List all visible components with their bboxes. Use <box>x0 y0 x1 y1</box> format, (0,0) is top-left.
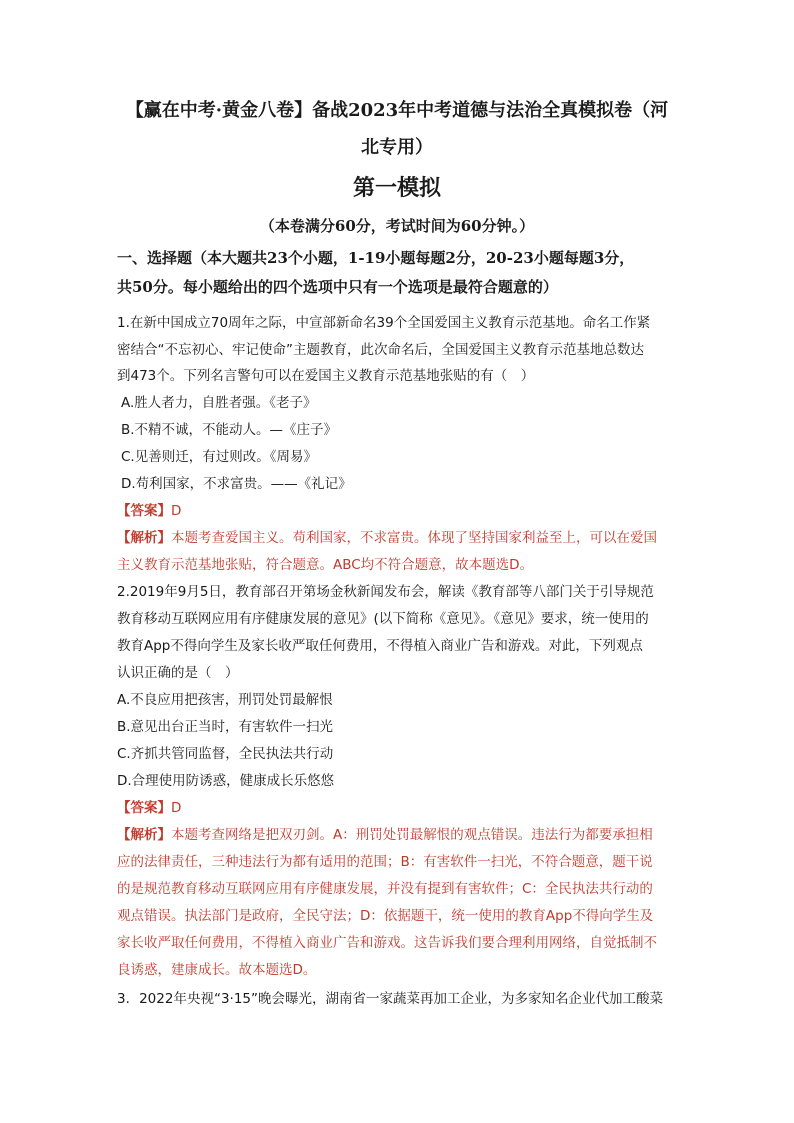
answer-tag: 【答案】 <box>117 503 171 519</box>
analysis-tag: 【解析】 <box>117 530 171 546</box>
q1-analysis-line: 【解析】本题考查爱国主义。苟利国家，不求富贵。体现了坚持国家利益至上，可以在爱国 <box>117 530 657 546</box>
answer-tag: 【答案】 <box>117 800 171 816</box>
q2-answer <box>117 796 181 816</box>
q2-stem-line: 认识正确的是（ ） <box>117 665 239 681</box>
q3-stem-line: 3．2022年央视“3·15”晚会曝光，湖南省一家蔬菜再加工企业，为多家知名企业代加工酸菜 <box>117 991 663 1007</box>
exam-title-line1: 【赢在中考·黄金八卷】备战2023年中考道德与法治全真模拟卷（河 <box>125 100 669 121</box>
q2-analysis-line: 的是规范教育移动互联网应用有序健康发展，并没有提到有害软件；C：全民执法共行动的 <box>117 881 653 897</box>
q2-stem-line: 教育App不得向学生及家长收严取任何费用，不得植入商业广告和游戏。对此，下列观点 <box>117 638 643 654</box>
q1-option-c: C.见善则迁，有过则改。《周易》 <box>121 449 317 465</box>
q2-option-a: A.不良应用把孩害，刑罚处罚最解恨 <box>117 692 333 708</box>
q2-analysis-line: 【解析】本题考查网络是把双刃剑。A：刑罚处罚最解恨的观点错误。违法行为都要承担相 <box>117 827 653 843</box>
q2-analysis-line: 观点错误。执法部门是政府，全民守法；D：依据题干，统一使用的教育App不得向学生及 <box>117 908 654 924</box>
exam-note: （本卷满分60分，考试时间为60分钟。） <box>259 217 535 235</box>
q1-option-b: B.不精不诚，不能动人。—《庄子》 <box>121 422 338 438</box>
analysis-tag: 【解析】 <box>117 827 171 843</box>
q2-option-c: C.齐抓共管同监督，全民执法共行动 <box>117 746 334 762</box>
q1-option-d: D.苟利国家，不求富贵。——《礼记》 <box>121 476 352 492</box>
q1-option-a: A.胜人者力，自胜者强。《老子》 <box>121 395 317 411</box>
q1-stem-line: 到473个。下列名言警句可以在爱国主义教育示范基地张贴的有（ ） <box>117 368 535 384</box>
q1-stem-line: 密结合“不忘初心、牢记使命”主题教育，此次命名后，全国爱国主义教育示范基地总数达 <box>117 342 644 358</box>
q2-analysis-line: 家长收严取任何费用，不得植入商业广告和游戏。这告诉我们要合理利用网络，自觉抵制不 <box>117 935 657 951</box>
q2-analysis-line: 良诱惑，建康成长。故本题选D。 <box>117 962 317 978</box>
q2-option-b: B.意见出台正当时，有害软件一扫光 <box>117 719 334 735</box>
answer-value: D <box>171 800 182 816</box>
exam-subtitle: 第一模拟 <box>352 175 441 201</box>
q2-option-d: D.合理使用防诱惑，健康成长乐悠悠 <box>117 773 335 789</box>
q1-answer <box>117 499 181 519</box>
q1-stem-line: 1.在新中国成立70周年之际，中宣部新命名39个全国爱国主义教育示范基地。命名工作紧 <box>117 315 651 331</box>
q1-analysis-line: 主义教育示范基地张贴，符合题意。ABC均不符合题意，故本题选D。 <box>117 557 534 573</box>
section-heading-line2: 共50分。每小题给出的四个选项中只有一个选项是最符合题意的） <box>117 278 558 296</box>
answer-value: D <box>171 503 182 519</box>
section-heading-line1: 一、选择题（本大题共23个小题，1-19小题每题2分，20-23小题每题3分， <box>117 249 635 267</box>
q2-analysis-line: 应的法律责任，三种违法行为都有适用的范围；B：有害软件一扫光，不符合题意，题干说 <box>117 854 653 870</box>
q2-stem-line: 2.2019年9月5日，教育部召开第场金秋新闻发布会，解读《教育部等八部门关于引导规范 <box>117 584 654 600</box>
exam-title-line2: 北专用） <box>361 137 433 158</box>
q2-stem-line: 教育移动互联网应用有序健康发展的意见》(以下简称《意见》。《意见》要求，统一使用的 <box>117 611 649 627</box>
